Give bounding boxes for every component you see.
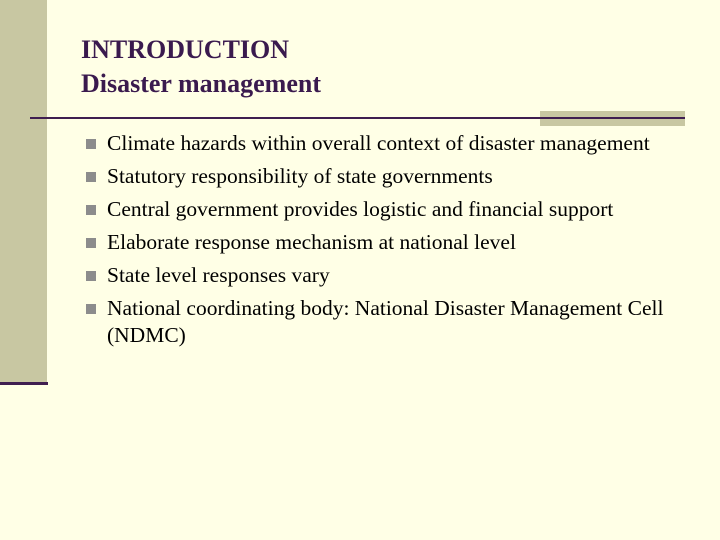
bullet-text: Climate hazards within overall context of disaster management — [107, 131, 650, 155]
square-bullet-icon — [86, 139, 96, 149]
bullet-item — [86, 130, 686, 157]
square-bullet-icon — [86, 238, 96, 248]
slide-title-line-1: INTRODUCTION — [81, 35, 290, 64]
bullet-item — [86, 163, 686, 190]
slide-title-line-2: Disaster management — [81, 69, 321, 98]
bullet-text: Elaborate response mechanism at national level — [107, 230, 516, 254]
bullet-item — [86, 295, 686, 349]
bullet-text: Statutory responsibility of state governments — [107, 164, 493, 188]
title-divider-line — [30, 117, 685, 119]
square-bullet-icon — [86, 304, 96, 314]
bullet-text: Central government provides logistic and financial support — [107, 197, 614, 221]
square-bullet-icon — [86, 172, 96, 182]
bullet-item — [86, 262, 686, 289]
bullet-list — [86, 130, 686, 355]
slide-title — [81, 33, 321, 101]
bullet-text: National coordinating body: National Disaster Management Cell (NDMC) — [107, 296, 664, 347]
bullet-item — [86, 229, 686, 256]
square-bullet-icon — [86, 205, 96, 215]
left-accent-underline — [0, 382, 48, 385]
left-accent-bar — [0, 0, 47, 384]
bullet-text: State level responses vary — [107, 263, 330, 287]
bullet-item — [86, 196, 686, 223]
square-bullet-icon — [86, 271, 96, 281]
